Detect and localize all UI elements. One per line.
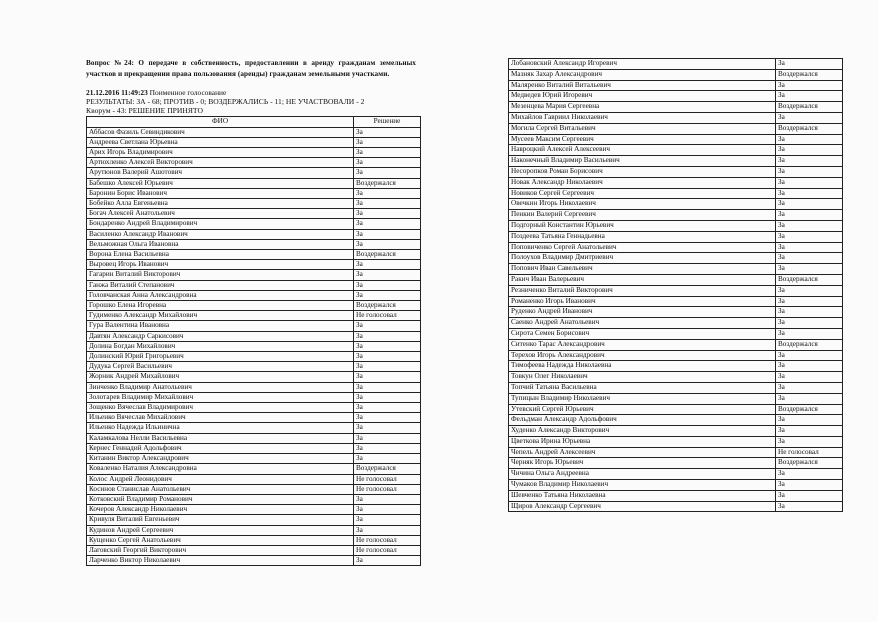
table-row — [87, 250, 421, 260]
deputy-name: Кочеров Александр Николаевич — [87, 505, 354, 515]
table-row — [87, 382, 421, 392]
deputy-decision: За — [354, 341, 421, 351]
deputy-decision: За — [776, 210, 843, 221]
deputy-name: Лаговский Георгий Викторович — [87, 545, 354, 555]
table-row — [87, 229, 421, 239]
deputy-name: Шевченко Татьяна Николаевна — [509, 490, 776, 501]
table-row — [509, 469, 843, 480]
deputy-decision: За — [354, 270, 421, 280]
deputy-name: Баронин Борис Иванович — [87, 188, 354, 198]
deputy-name: Зощенко Вячеслав Владимирович — [87, 403, 354, 413]
deputy-decision: Не голосовал — [776, 447, 843, 458]
deputy-name: Кернес Геннадий Адольфович — [87, 443, 354, 453]
deputy-decision: За — [354, 362, 421, 372]
deputy-decision: Воздержался — [354, 301, 421, 311]
table-row — [87, 484, 421, 494]
table-row — [87, 188, 421, 198]
table-row — [509, 199, 843, 210]
deputy-name: Несоропков Роман Борисович — [509, 166, 776, 177]
deputy-name: Ильенко Вячеслав Михайлович — [87, 413, 354, 423]
table-row — [509, 328, 843, 339]
deputy-decision: Воздержался — [776, 102, 843, 113]
deputy-name: Черняк Игорь Юрьевич — [509, 458, 776, 469]
deputy-name: Гура Валентина Ивановна — [87, 321, 354, 331]
deputy-name: Арих Игорь Владимирович — [87, 148, 354, 158]
table-row — [87, 413, 421, 423]
deputy-decision: За — [776, 199, 843, 210]
table-row — [87, 280, 421, 290]
table-row — [87, 341, 421, 351]
table-row — [509, 480, 843, 491]
deputy-name: Кривуля Виталий Евгеньевич — [87, 515, 354, 525]
table-row — [509, 350, 843, 361]
deputy-decision: За — [354, 331, 421, 341]
deputy-name: Ларченко Виктор Николаевич — [87, 556, 354, 566]
deputy-name: Фельдман Александр Адольфович — [509, 415, 776, 426]
deputy-decision: Воздержался — [776, 404, 843, 415]
deputy-decision: За — [354, 148, 421, 158]
deputy-decision: За — [354, 188, 421, 198]
table-row — [87, 545, 421, 555]
deputy-name: Бабешко Алексей Юрьевич — [87, 178, 354, 188]
deputy-name: Мазняк Захар Александрович — [509, 69, 776, 80]
table-row — [509, 447, 843, 458]
deputy-name: Ситенко Тарас Александрович — [509, 339, 776, 350]
table-row — [87, 525, 421, 535]
table-row — [87, 219, 421, 229]
deputy-decision: За — [354, 433, 421, 443]
table-row — [509, 80, 843, 91]
deputy-name: Кудинов Андрей Сергеевич — [87, 525, 354, 535]
deputy-decision: За — [354, 219, 421, 229]
deputy-name: Могила Сергей Витальевич — [509, 123, 776, 134]
deputy-name: Сирота Семен Борисович — [509, 328, 776, 339]
deputy-decision: За — [776, 480, 843, 491]
deputy-decision: Воздержался — [354, 250, 421, 260]
deputy-name: Поповиченко Сергей Анатольевич — [509, 242, 776, 253]
deputy-decision: Воздержался — [776, 69, 843, 80]
deputy-name: Руденко Андрей Иванович — [509, 307, 776, 318]
deputy-name: Зинченко Владимир Анатольевич — [87, 382, 354, 392]
deputy-decision: За — [776, 59, 843, 70]
table-row — [87, 331, 421, 341]
table-row — [87, 148, 421, 158]
deputy-name: Дудука Сергей Васильевич — [87, 362, 354, 372]
deputy-decision: За — [776, 469, 843, 480]
table-row — [87, 158, 421, 168]
deputy-decision: За — [776, 134, 843, 145]
table-row — [509, 69, 843, 80]
deputy-decision: За — [354, 158, 421, 168]
table-row — [87, 137, 421, 147]
deputy-decision: За — [776, 328, 843, 339]
deputy-decision: За — [354, 505, 421, 515]
deputy-decision: За — [354, 443, 421, 453]
deputy-name: Бондаренко Андрей Владимирович — [87, 219, 354, 229]
table-row — [87, 270, 421, 280]
deputy-decision: За — [776, 91, 843, 102]
table-row — [509, 339, 843, 350]
table-row — [509, 274, 843, 285]
deputy-decision: За — [354, 290, 421, 300]
deputy-decision: За — [776, 242, 843, 253]
deputy-decision: За — [776, 166, 843, 177]
left-vote-table — [86, 116, 421, 566]
deputy-name: Саенко Андрей Анатольевич — [509, 318, 776, 329]
deputy-name: Бобейко Алла Евгеньевна — [87, 199, 354, 209]
table-row — [509, 177, 843, 188]
deputy-name: Горошко Елена Игоревна — [87, 301, 354, 311]
deputy-decision: Не голосовал — [354, 311, 421, 321]
table-row — [509, 112, 843, 123]
deputy-decision: За — [354, 199, 421, 209]
deputy-name: Чепель Андрей Алексеевич — [509, 447, 776, 458]
deputy-name: Арутюнов Валерий Ашотович — [87, 168, 354, 178]
table-row — [509, 436, 843, 447]
deputy-decision: За — [354, 280, 421, 290]
right-vote-table — [508, 58, 843, 512]
table-row — [509, 102, 843, 113]
table-row — [87, 464, 421, 474]
deputy-name: Маляренко Виталий Витальевич — [509, 80, 776, 91]
deputy-decision: За — [354, 352, 421, 362]
deputy-name: Подгорный Константин Юрьевич — [509, 220, 776, 231]
deputy-name: Коваленко Наталия Александровна — [87, 464, 354, 474]
deputy-decision: За — [776, 156, 843, 167]
deputy-decision: За — [354, 260, 421, 270]
deputy-name: Утевский Сергей Юрьевич — [509, 404, 776, 415]
table-row — [509, 134, 843, 145]
deputy-decision: За — [776, 393, 843, 404]
deputy-name: Гагарин Виталий Викторович — [87, 270, 354, 280]
table-row — [87, 372, 421, 382]
deputy-decision: За — [776, 415, 843, 426]
deputy-decision: За — [776, 307, 843, 318]
deputy-name: Гудименко Александр Михайлович — [87, 311, 354, 321]
deputy-name: Михайлов Гавриил Николаевич — [509, 112, 776, 123]
table-row — [87, 168, 421, 178]
table-header-row — [87, 117, 421, 127]
table-row — [509, 91, 843, 102]
table-row — [87, 352, 421, 362]
deputy-name: Лобановский Александр Игоревич — [509, 59, 776, 70]
deputy-decision: За — [354, 392, 421, 402]
table-row — [509, 166, 843, 177]
deputy-name: Андреева Светлана Юрьевна — [87, 137, 354, 147]
deputy-name: Жорник Андрей Михайлович — [87, 372, 354, 382]
table-row — [87, 423, 421, 433]
deputy-name: Новак Александр Николаевич — [509, 177, 776, 188]
table-row — [509, 501, 843, 512]
deputy-name: Колос Андрей Леонидович — [87, 474, 354, 484]
table-row — [509, 372, 843, 383]
question-title: Вопрос №24: О передаче в собственность, предоставлении в аренду гражданам земельных участков и прекращении права пользования (аренды) гражданам земельными участками. — [86, 59, 416, 78]
table-row — [509, 231, 843, 242]
deputy-decision: За — [354, 382, 421, 392]
deputy-decision: Не голосовал — [354, 474, 421, 484]
header-decision: Решение — [354, 117, 421, 127]
deputy-decision: За — [776, 501, 843, 512]
deputy-name: Топчий Татьяна Васильевна — [509, 382, 776, 393]
table-row — [509, 220, 843, 231]
table-row — [509, 242, 843, 253]
deputy-decision: За — [776, 231, 843, 242]
deputy-decision: За — [776, 80, 843, 91]
deputy-decision: Воздержался — [354, 178, 421, 188]
table-row — [509, 458, 843, 469]
deputy-decision: За — [776, 296, 843, 307]
deputy-decision: За — [354, 137, 421, 147]
table-row — [87, 505, 421, 515]
deputy-name: Чичина Ольга Андреевна — [509, 469, 776, 480]
deputy-name: Долина Богдан Михайлович — [87, 341, 354, 351]
deputy-name: Долинский Юрий Григорьевич — [87, 352, 354, 362]
deputy-name: Китанин Виктор Александрович — [87, 454, 354, 464]
deputy-decision: За — [354, 494, 421, 504]
deputy-decision: За — [776, 253, 843, 264]
deputy-decision: За — [354, 423, 421, 433]
table-row — [87, 239, 421, 249]
deputy-name: Мезенцева Мария Сергеевна — [509, 102, 776, 113]
deputy-name: Чумаков Владимир Николаевич — [509, 480, 776, 491]
deputy-decision: За — [776, 112, 843, 123]
table-row — [509, 415, 843, 426]
deputy-name: Головчанская Анна Александровна — [87, 290, 354, 300]
table-row — [87, 494, 421, 504]
vote-quorum: Кворум - 43: РЕШЕНИЕ ПРИНЯТО — [86, 105, 203, 115]
header-name: ФИО — [87, 117, 354, 127]
deputy-decision: Не голосовал — [354, 545, 421, 555]
deputy-name: Наконечный Владимир Васильевич — [509, 156, 776, 167]
deputy-name: Худенко Александр Викторович — [509, 426, 776, 437]
deputy-name: Артюхленко Алексей Викторович — [87, 158, 354, 168]
deputy-name: Товкун Олег Николаевич — [509, 372, 776, 383]
table-row — [87, 301, 421, 311]
table-row — [509, 393, 843, 404]
deputy-name: Ильенко Надежда Ильинична — [87, 423, 354, 433]
deputy-name: Косинов Станислав Анатольевич — [87, 484, 354, 494]
deputy-name: Медведев Юрий Игоревич — [509, 91, 776, 102]
deputy-decision: За — [354, 556, 421, 566]
deputy-decision: За — [354, 209, 421, 219]
table-row — [87, 535, 421, 545]
table-row — [87, 556, 421, 566]
table-row — [509, 426, 843, 437]
table-row — [509, 382, 843, 393]
vote-type: Поименное голосование — [149, 88, 227, 97]
deputy-decision: Воздержался — [776, 123, 843, 134]
table-row — [509, 307, 843, 318]
deputy-name: Каламкалова Нелли Васильевна — [87, 433, 354, 443]
table-row — [87, 290, 421, 300]
deputy-decision: Воздержался — [354, 464, 421, 474]
table-row — [87, 178, 421, 188]
deputy-name: Овечкин Игорь Николаевич — [509, 199, 776, 210]
deputy-decision: Воздержался — [776, 339, 843, 350]
deputy-decision: За — [776, 490, 843, 501]
deputy-decision: За — [354, 403, 421, 413]
table-row — [509, 210, 843, 221]
deputy-decision: За — [776, 188, 843, 199]
table-row — [509, 59, 843, 70]
table-row — [87, 474, 421, 484]
deputy-decision: Воздержался — [776, 458, 843, 469]
deputy-name: Ракич Иван Валерьевич — [509, 274, 776, 285]
deputy-decision: За — [776, 436, 843, 447]
deputy-name: Мусеев Максим Сергеевич — [509, 134, 776, 145]
deputy-name: Резниченко Виталий Викторович — [509, 285, 776, 296]
deputy-decision: За — [776, 361, 843, 372]
left-column — [86, 58, 416, 566]
table-row — [87, 433, 421, 443]
deputy-name: Василенко Александр Иванович — [87, 229, 354, 239]
deputy-decision: За — [776, 382, 843, 393]
deputy-decision: За — [776, 285, 843, 296]
table-row — [87, 260, 421, 270]
deputy-decision: Воздержался — [776, 274, 843, 285]
deputy-name: Аббасов Фазиль Севиндикович — [87, 127, 354, 137]
table-row — [509, 253, 843, 264]
table-row — [509, 361, 843, 372]
table-row — [87, 454, 421, 464]
vote-time: 21.12.2016 11:49:23 — [86, 88, 148, 97]
table-row — [87, 443, 421, 453]
deputy-decision: Не голосовал — [354, 484, 421, 494]
deputy-name: Котковский Владимир Романович — [87, 494, 354, 504]
deputy-name: Ганжа Виталий Степанович — [87, 280, 354, 290]
deputy-name: Щиров Александр Сергеевич — [509, 501, 776, 512]
table-row — [509, 123, 843, 134]
table-row — [87, 515, 421, 525]
deputy-decision: За — [776, 177, 843, 188]
deputy-name: Богач Алексей Анатольевич — [87, 209, 354, 219]
table-row — [509, 404, 843, 415]
table-row — [509, 285, 843, 296]
deputy-decision: За — [776, 372, 843, 383]
table-row — [87, 199, 421, 209]
deputy-decision: За — [776, 264, 843, 275]
deputy-decision: За — [354, 229, 421, 239]
table-row — [509, 264, 843, 275]
deputy-name: Ворона Елена Васильевна — [87, 250, 354, 260]
deputy-decision: За — [776, 145, 843, 156]
table-row — [87, 311, 421, 321]
deputy-decision: За — [776, 318, 843, 329]
deputy-decision: За — [776, 350, 843, 361]
deputy-name: Терехов Игорь Александрович — [509, 350, 776, 361]
deputy-name: Полоухов Владимир Дмитриевич — [509, 253, 776, 264]
deputy-decision: За — [354, 168, 421, 178]
deputy-decision: За — [354, 372, 421, 382]
table-row — [87, 362, 421, 372]
deputy-name: Золотарев Владимир Михайлович — [87, 392, 354, 402]
table-row — [509, 296, 843, 307]
deputy-name: Попович Иван Савельевич — [509, 264, 776, 275]
deputy-decision: За — [354, 321, 421, 331]
deputy-decision: За — [354, 454, 421, 464]
deputy-name: Кущенко Сергей Анатольевич — [87, 535, 354, 545]
table-row — [509, 318, 843, 329]
deputy-decision: За — [354, 515, 421, 525]
deputy-name: Тимофеева Надежда Николаевна — [509, 361, 776, 372]
table-row — [87, 403, 421, 413]
deputy-name: Романенко Игорь Иванович — [509, 296, 776, 307]
deputy-decision: За — [354, 413, 421, 423]
right-column — [508, 58, 838, 512]
deputy-name: Вельможная Ольга Ивановна — [87, 239, 354, 249]
deputy-name: Давтян Александр Саркисович — [87, 331, 354, 341]
table-row — [509, 188, 843, 199]
deputy-decision: За — [776, 220, 843, 231]
deputy-decision: За — [354, 127, 421, 137]
deputy-decision: За — [776, 426, 843, 437]
table-row — [509, 156, 843, 167]
table-row — [87, 127, 421, 137]
table-row — [87, 321, 421, 331]
deputy-name: Поздеева Татьяна Геннадьевна — [509, 231, 776, 242]
deputy-name: Выровец Игорь Иванович — [87, 260, 354, 270]
deputy-name: Пенкин Валерий Сергеевич — [509, 210, 776, 221]
deputy-decision: За — [354, 239, 421, 249]
table-row — [87, 392, 421, 402]
table-row — [509, 490, 843, 501]
vote-results: РЕЗУЛЬТАТЫ: ЗА - 68; ПРОТИВ - 0; ВОЗДЕРЖАЛИСЬ - 11; НЕ УЧАСТВОВАЛИ - 2 — [86, 96, 365, 106]
deputy-name: Тупицын Владимир Николаевич — [509, 393, 776, 404]
deputy-decision: За — [354, 525, 421, 535]
deputy-name: Навроцкий Алексей Алексеевич — [509, 145, 776, 156]
deputy-decision: Не голосовал — [354, 535, 421, 545]
deputy-name: Новиков Сергей Сергеевич — [509, 188, 776, 199]
table-row — [509, 145, 843, 156]
deputy-name: Цветкова Ирина Юрьевна — [509, 436, 776, 447]
table-row — [87, 209, 421, 219]
